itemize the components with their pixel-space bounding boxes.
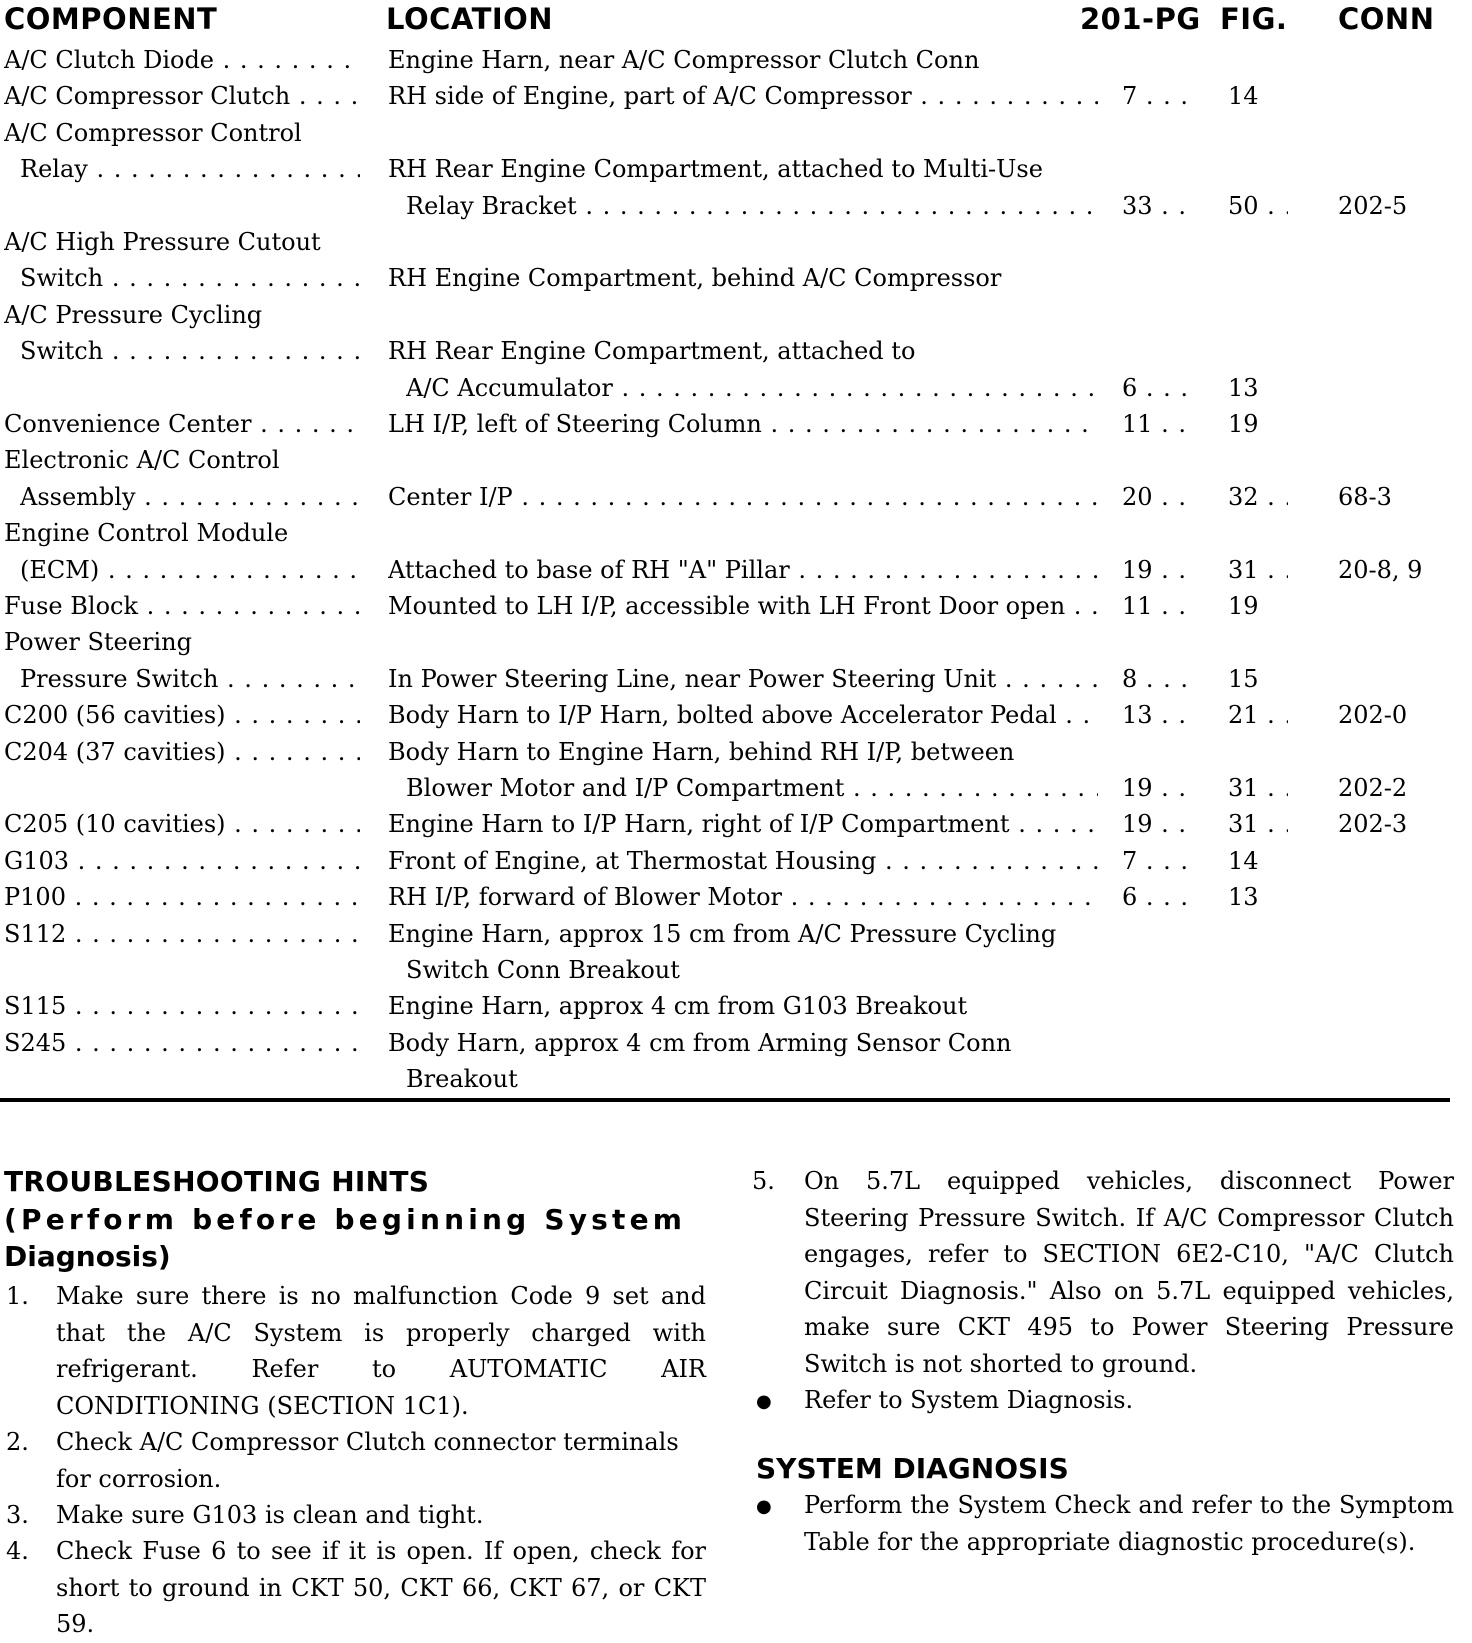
- component-name: G103 . . .: [4, 843, 360, 879]
- table-row: [0, 879, 1472, 915]
- component-name: Convenience Center . . .: [4, 406, 360, 442]
- page-number: 6 . . .: [1122, 370, 1188, 406]
- page-number: 7 . . .: [1122, 843, 1188, 879]
- location-text: Engine Harn to I/P Harn, right of I/P Compartment . . .: [388, 806, 1098, 842]
- component-name: Assembly . . .: [20, 479, 360, 515]
- location-text: Engine Harn, approx 4 cm from G103 Breakout: [388, 992, 968, 1021]
- connector-ref: 20-8, 9: [1338, 555, 1423, 584]
- location-text: In Power Steering Line, near Power Steering Unit . . .: [388, 661, 1098, 697]
- location-text: A/C Accumulator . . .: [406, 370, 1098, 406]
- location-text: Engine Harn, approx 15 cm from A/C Pressure Cycling: [388, 919, 1057, 948]
- location-text: Body Harn to I/P Harn, bolted above Accelerator Pedal . . .: [388, 697, 1098, 733]
- table-row: [0, 1025, 1472, 1098]
- figure-number: 21 . . .: [1228, 697, 1288, 733]
- table-row: [0, 42, 1472, 78]
- location-text: RH side of Engine, part of A/C Compressor . . .: [388, 78, 1098, 114]
- component-name: C205 (10 cavities) . . .: [4, 806, 360, 842]
- component-name: Pressure Switch . . .: [20, 661, 360, 697]
- table-row: [0, 806, 1472, 842]
- location-text: RH I/P, forward of Blower Motor . . .: [388, 879, 1098, 915]
- table-row: [0, 988, 1472, 1024]
- hint-2-number: 2.: [6, 1428, 29, 1456]
- hint-2-text: Check A/C Compressor Clutch connector terminals for corrosion.: [56, 1428, 679, 1493]
- header-component: COMPONENT: [4, 2, 218, 36]
- component-name: Relay . . .: [20, 151, 360, 187]
- connector-ref: 202-3: [1338, 810, 1408, 839]
- component-name: A/C Pressure Cycling: [4, 300, 263, 329]
- location-text: Body Harn, approx 4 cm from Arming Sensor Conn: [388, 1028, 1012, 1057]
- header-location: LOCATION: [386, 2, 554, 36]
- table-row: [0, 406, 1472, 442]
- location-text: Engine Harn, near A/C Compressor Clutch Conn: [388, 46, 980, 74]
- troubleshooting-title: TROUBLESHOOTING HINTS: [4, 1165, 430, 1198]
- component-name: A/C High Pressure Cutout: [4, 228, 321, 256]
- bullet-icon: ●: [756, 1496, 772, 1517]
- component-name: A/C Compressor Clutch . . .: [4, 78, 360, 114]
- figure-number: 31 . . .: [1228, 806, 1288, 842]
- table-row: [0, 442, 1472, 515]
- location-text: Front of Engine, at Thermostat Housing . . .: [388, 843, 1098, 879]
- component-name: Switch . . .: [20, 333, 360, 369]
- table-row: [0, 843, 1472, 879]
- location-text: Relay Bracket . . .: [406, 188, 1098, 224]
- location-text: RH Rear Engine Compartment, attached to: [388, 337, 916, 366]
- hint-1-text: Make sure there is no malfunction Code 9 set and that the A/C System is properly charged with refrigerant. Refer to AUTOMATIC AIR CONDITIONING (SECTION 1C1).: [56, 1282, 706, 1420]
- page-number: 19 . . .: [1122, 552, 1188, 588]
- hint-4-number: 4.: [6, 1537, 29, 1565]
- component-name: Power Steering: [4, 628, 192, 657]
- table-row: [0, 697, 1472, 733]
- location-text: Switch Conn Breakout: [406, 955, 680, 984]
- figure-number: 31 . . .: [1228, 770, 1288, 806]
- table-row: [0, 115, 1472, 224]
- connector-ref: 202-5: [1338, 191, 1408, 220]
- hint-5-number: 5.: [752, 1167, 775, 1195]
- component-name: S245 . . .: [4, 1025, 360, 1061]
- component-name: Electronic A/C Control: [4, 446, 280, 475]
- refer-system-diagnosis: Refer to System Diagnosis.: [804, 1386, 1134, 1414]
- component-name: Engine Control Module: [4, 519, 289, 548]
- location-text: Body Harn to Engine Harn, behind RH I/P, between: [388, 737, 1015, 766]
- page-number: 6 . . .: [1122, 879, 1188, 915]
- troubleshooting-subtitle-end: Diagnosis): [4, 1240, 171, 1273]
- component-name: A/C Compressor Control: [4, 118, 302, 147]
- table-row: [0, 297, 1472, 406]
- component-name: A/C Clutch Diode . . .: [4, 42, 360, 78]
- figure-number: 19: [1228, 410, 1259, 438]
- component-name: (ECM) . . .: [20, 552, 360, 588]
- bullet-icon: ●: [756, 1391, 772, 1412]
- figure-number: 15: [1228, 664, 1259, 693]
- table-row: [0, 515, 1472, 588]
- connector-ref: 202-2: [1338, 773, 1408, 802]
- page-number: 8 . . .: [1122, 661, 1188, 697]
- table-row: [0, 734, 1472, 807]
- figure-number: 19: [1228, 592, 1259, 620]
- figure-number: 13: [1228, 373, 1259, 402]
- component-name: Fuse Block . . .: [4, 588, 360, 624]
- page-number: 19 . . .: [1122, 770, 1188, 806]
- header-conn: CONN: [1338, 2, 1435, 36]
- location-text: Breakout: [406, 1065, 518, 1094]
- component-name: S112 . . .: [4, 916, 360, 952]
- header-fig: FIG.: [1220, 2, 1288, 36]
- figure-number: 50 . . .: [1228, 188, 1288, 224]
- figure-number: 14: [1228, 846, 1259, 875]
- page-number: 7 . . .: [1122, 78, 1188, 114]
- table-row: [0, 624, 1472, 697]
- hint-5-text: On 5.7L equipped vehicles, disconnect Power Steering Pressure Switch. If A/C Compressor Clutch engages, refer to SECTION 6E2-C10, "A/C Clutch Circuit Diagnosis." Also on 5.7L equipped vehicles, make sure CKT 495 to Power Steering Pressure Switch is not shorted to ground.: [804, 1167, 1454, 1378]
- component-name: S115 . . .: [4, 988, 360, 1024]
- component-name: P100 . . .: [4, 879, 360, 915]
- table-row: [0, 78, 1472, 114]
- figure-number: 13: [1228, 883, 1259, 912]
- page-number: 33 . . .: [1122, 188, 1188, 224]
- hint-3-number: 3.: [6, 1501, 29, 1529]
- hint-1-number: 1.: [6, 1282, 29, 1310]
- location-text: LH I/P, left of Steering Column . . .: [388, 406, 1098, 442]
- table-row: [0, 224, 1472, 297]
- system-diagnosis-title: SYSTEM DIAGNOSIS: [756, 1452, 1069, 1485]
- table-row: [0, 916, 1472, 989]
- location-text: Blower Motor and I/P Compartment . . .: [406, 770, 1098, 806]
- page-number: 11 . . .: [1122, 406, 1188, 442]
- location-text: RH Rear Engine Compartment, attached to Multi-Use: [388, 155, 1043, 184]
- system-diagnosis-text: Perform the System Check and refer to the Symptom Table for the appropriate diagnostic procedure(s).: [804, 1491, 1454, 1556]
- page-number: 19 . . .: [1122, 806, 1188, 842]
- page-number: 20 . . .: [1122, 479, 1188, 515]
- location-text: Center I/P . . .: [388, 479, 1098, 515]
- connector-ref: 202-0: [1338, 701, 1408, 730]
- component-name: C204 (37 cavities) . . .: [4, 734, 360, 770]
- page-number: 13 . . .: [1122, 697, 1188, 733]
- header-page: 201-PG: [1080, 2, 1201, 36]
- connector-ref: 68-3: [1338, 482, 1392, 511]
- component-name: Switch . . .: [20, 260, 360, 296]
- figure-number: 32 . . .: [1228, 479, 1288, 515]
- table-row: [0, 588, 1472, 624]
- figure-number: 14: [1228, 82, 1259, 111]
- troubleshooting-subtitle: (Perform before beginning System: [4, 1203, 687, 1236]
- hint-3-text: Make sure G103 is clean and tight.: [56, 1501, 484, 1529]
- location-text: RH Engine Compartment, behind A/C Compressor: [388, 264, 1002, 293]
- location-text: Mounted to LH I/P, accessible with LH Front Door open . . .: [388, 588, 1098, 624]
- hint-4-text: Check Fuse 6 to see if it is open. If open, check for short to ground in CKT 50, CKT 66, CKT 67, or CKT 59.: [56, 1537, 706, 1638]
- section-divider: [0, 1098, 1450, 1102]
- figure-number: 31 . . .: [1228, 552, 1288, 588]
- page-number: 11 . . .: [1122, 588, 1188, 624]
- location-text: Attached to base of RH "A" Pillar . . .: [388, 552, 1098, 588]
- component-name: C200 (56 cavities) . . .: [4, 697, 360, 733]
